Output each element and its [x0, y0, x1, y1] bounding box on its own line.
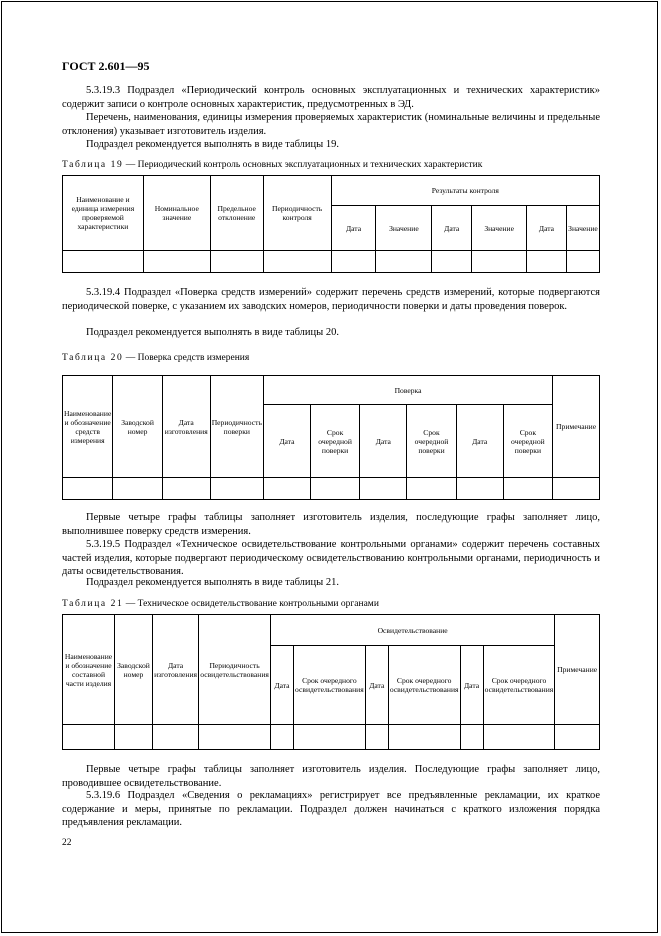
header-cell: Значение	[376, 206, 432, 251]
header-cell: Дата	[460, 646, 483, 725]
table-row	[63, 251, 600, 273]
header-cell: Срок очередного освидетельствования	[294, 646, 366, 725]
table21-caption: Таблица 21 — Техническое освидетельствование контрольными органами	[62, 599, 379, 609]
header-cell: Дата	[527, 206, 567, 251]
paragraph-recommend-table19: Подраздел рекомендуется выполнять в виде таблицы 19.	[86, 139, 339, 150]
header-cell: Дата изготовления	[152, 615, 198, 725]
header-cell: Номинальное значение	[143, 176, 210, 251]
header-cell: Периодичность контроля	[263, 176, 331, 251]
header-cell: Дата	[270, 646, 293, 725]
header-cell: Дата	[432, 206, 472, 251]
header-cell: Освидетельствование	[270, 615, 554, 646]
header-cell: Дата	[360, 405, 407, 478]
paragraph-table20-note: Первые четыре графы таблицы заполняет изготовитель изделия, последующие графы заполняет лицо, выполнившее поверку средств измерения.	[62, 512, 600, 537]
header-cell: Наименование и единица измерения проверяемой характеристики	[63, 176, 144, 251]
header-cell: Периодичность освидетельствования	[199, 615, 271, 725]
header-cell: Примечание	[555, 615, 600, 725]
paragraph-5-3-19-3: 5.3.19.3 Подраздел «Периодический контроль основных эксплуатационных и технических характеристик» содержит записи о контроле основных характеристик, предусмотренных в ЭД.	[62, 85, 600, 110]
table-21	[62, 614, 600, 750]
paragraph-5-3-19-6: 5.3.19.6 Подраздел «Сведения о рекламациях» регистрирует все предъявленные рекламации, их краткое содержание и меры, принятые по рекламации. Подраздел должен начинаться с краткого изложения порядка предъявления рекламации.	[62, 790, 600, 828]
table-20	[62, 375, 600, 500]
header-cell: Дата	[365, 646, 388, 725]
header-cell: Заводской номер	[113, 376, 162, 478]
paragraph-5-3-19-4: 5.3.19.4 Подраздел «Поверка средств измерений» содержит перечень средств измерений, которые подвергаются периодической поверке, с указанием их заводских номеров, периодичности поверки и даты проведения поверок.	[62, 287, 600, 312]
table19-caption: Таблица 19 — Периодический контроль основных эксплуатационных и технических характеристик	[62, 160, 483, 170]
header-cell: Дата изготовления	[162, 376, 210, 478]
header-cell: Срок очередного освидетельствования	[483, 646, 555, 725]
header-cell: Значение	[472, 206, 527, 251]
header-cell: Срок очередной поверки	[503, 405, 553, 478]
header-cell: Срок очередного освидетельствования	[388, 646, 460, 725]
table-19	[62, 175, 600, 273]
table-row	[63, 478, 600, 500]
header-cell: Результаты контроля	[331, 176, 599, 206]
header-cell: Предельное отклонение	[210, 176, 263, 251]
header-cell: Дата	[331, 206, 376, 251]
header-cell: Периодичность поверки	[210, 376, 263, 478]
header-cell: Заводской номер	[115, 615, 153, 725]
table20-caption: Таблица 20 — Поверка средств измерения	[62, 353, 250, 363]
header-cell: Наименование и обозначение средств измерения	[63, 376, 113, 478]
paragraph-recommend-table21: Подраздел рекомендуется выполнять в виде таблицы 21.	[86, 577, 339, 588]
header-cell: Срок очередной поверки	[310, 405, 360, 478]
header-cell: Поверка	[263, 376, 552, 405]
table-row	[63, 725, 600, 750]
header-cell: Дата	[263, 405, 310, 478]
paragraph-list-characteristics: Перечень, наименования, единицы измерения проверяемых характеристик (номинальные величины и предельные отклонения) указывает изготовитель изделия.	[62, 112, 600, 137]
paragraph-table21-note: Первые четыре графы таблицы заполняет изготовитель изделия. Последующие графы заполняет лицо, проводившее освидетельствование.	[62, 764, 600, 789]
header-cell: Дата	[456, 405, 503, 478]
paragraph-recommend-table20: Подраздел рекомендуется выполнять в виде таблицы 20.	[86, 327, 339, 338]
page-number: 22	[62, 838, 72, 848]
header-cell: Наименование и обозначение составной части изделия	[63, 615, 115, 725]
header-cell: Примечание	[553, 376, 600, 478]
paragraph-5-3-19-5: 5.3.19.5 Подраздел «Техническое освидетельствование контрольными органами» содержит перечень составных частей изделия, которые подвергают периодическому освидетельствованию контрольными органами, периодичность и даты освидетельствования.	[62, 539, 600, 577]
header-cell: Значение	[566, 206, 599, 251]
header-cell: Срок очередной поверки	[407, 405, 457, 478]
document-header: ГОСТ 2.601—95	[62, 59, 150, 73]
